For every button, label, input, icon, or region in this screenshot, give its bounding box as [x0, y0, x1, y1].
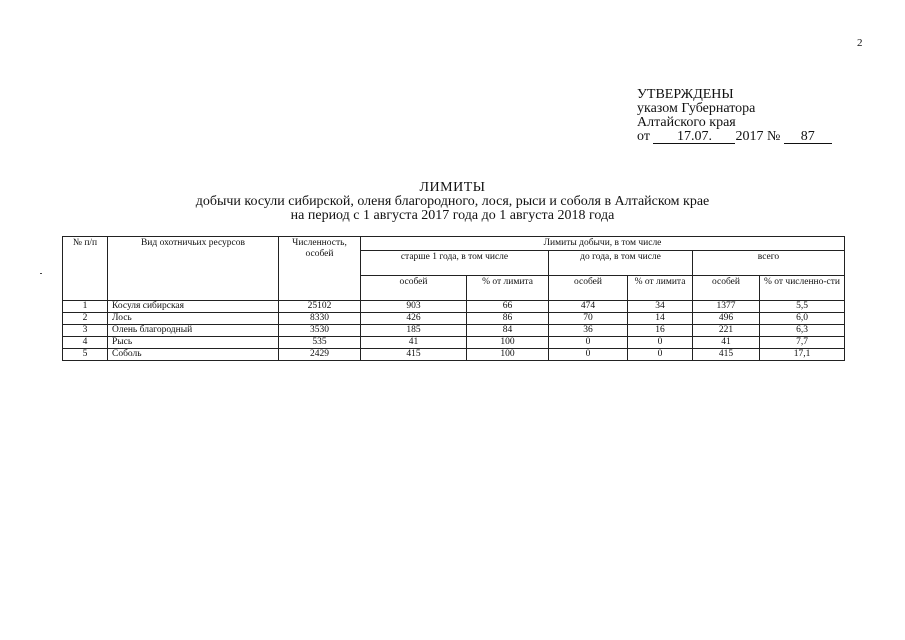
- header-young-pct-limit: % от лимита: [628, 276, 693, 301]
- page-number: 2: [857, 37, 863, 49]
- scan-artifact-dot: [40, 273, 42, 274]
- header-older: старше 1 года, в том числе: [361, 251, 549, 276]
- approval-region-line: Алтайского края: [637, 115, 736, 130]
- cell-older-pct: 100: [467, 349, 549, 361]
- year-label: 2017 №: [735, 129, 781, 144]
- cell-older-pct: 84: [467, 325, 549, 337]
- approval-decree-line: указом Губернатора: [637, 101, 756, 116]
- title-heading: ЛИМИТЫ: [419, 180, 486, 195]
- header-pct-population: % от численно-сти: [760, 276, 845, 301]
- table-row: [63, 301, 845, 313]
- cell-young-pct: 0: [628, 337, 693, 349]
- header-older-pct-limit: % от лимита: [467, 276, 549, 301]
- document-title: [0, 181, 905, 223]
- cell-total-individuals: 1377: [693, 301, 760, 313]
- from-label: от: [637, 129, 650, 144]
- header-younger: до года, в том числе: [549, 251, 693, 276]
- cell-species: Рысь: [108, 337, 279, 349]
- cell-young-pct: 16: [628, 325, 693, 337]
- title-period: на период с 1 августа 2017 года до 1 августа 2018 года: [290, 208, 615, 223]
- cell-young-individuals: 36: [549, 325, 628, 337]
- cell-older-individuals: 41: [361, 337, 467, 349]
- cell-num: 1: [63, 301, 108, 313]
- cell-young-pct: 0: [628, 349, 693, 361]
- cell-population: 8330: [279, 313, 361, 325]
- cell-young-individuals: 474: [549, 301, 628, 313]
- cell-older-pct: 100: [467, 337, 549, 349]
- cell-young-individuals: 70: [549, 313, 628, 325]
- cell-total-individuals: 415: [693, 349, 760, 361]
- cell-total-individuals: 41: [693, 337, 760, 349]
- header-total-individuals: особей: [693, 276, 760, 301]
- header-population: Численность, особей: [279, 237, 361, 301]
- cell-num: 3: [63, 325, 108, 337]
- approval-date-line: [637, 130, 832, 144]
- cell-total-pct: 6,3: [760, 325, 845, 337]
- cell-population: 535: [279, 337, 361, 349]
- cell-young-pct: 14: [628, 313, 693, 325]
- header-older-individuals: особей: [361, 276, 467, 301]
- title-subject: добычи косули сибирской, оленя благородного, лося, рыси и соболя в Алтайском крае: [195, 194, 710, 209]
- cell-num: 4: [63, 337, 108, 349]
- cell-older-pct: 66: [467, 301, 549, 313]
- cell-population: 3530: [279, 325, 361, 337]
- approval-date: 17.07.: [653, 130, 735, 144]
- approval-block: [637, 88, 832, 144]
- cell-population: 25102: [279, 301, 361, 313]
- cell-older-individuals: 903: [361, 301, 467, 313]
- approval-heading: УТВЕРЖДЕНЫ: [637, 87, 734, 102]
- header-total: всего: [693, 251, 845, 276]
- cell-species: Лось: [108, 313, 279, 325]
- cell-num: 2: [63, 313, 108, 325]
- cell-young-individuals: 0: [549, 349, 628, 361]
- cell-total-individuals: 496: [693, 313, 760, 325]
- cell-population: 2429: [279, 349, 361, 361]
- header-species: Вид охотничьих ресурсов: [108, 237, 279, 301]
- table-row: [63, 325, 845, 337]
- header-limits: Лимиты добычи, в том числе: [361, 237, 845, 251]
- header-num: № п/п: [63, 237, 108, 301]
- cell-total-pct: 17,1: [760, 349, 845, 361]
- table-row: [63, 337, 845, 349]
- limits-table: [62, 236, 845, 361]
- cell-young-individuals: 0: [549, 337, 628, 349]
- cell-older-individuals: 185: [361, 325, 467, 337]
- cell-total-pct: 6,0: [760, 313, 845, 325]
- cell-species: Косуля сибирская: [108, 301, 279, 313]
- cell-older-individuals: 415: [361, 349, 467, 361]
- cell-total-individuals: 221: [693, 325, 760, 337]
- table-row: [63, 313, 845, 325]
- cell-num: 5: [63, 349, 108, 361]
- cell-species: Олень благородный: [108, 325, 279, 337]
- cell-species: Соболь: [108, 349, 279, 361]
- table-row: [63, 349, 845, 361]
- cell-young-pct: 34: [628, 301, 693, 313]
- approval-number: 87: [784, 130, 832, 144]
- cell-older-individuals: 426: [361, 313, 467, 325]
- cell-older-pct: 86: [467, 313, 549, 325]
- cell-total-pct: 5,5: [760, 301, 845, 313]
- header-young-individuals: особей: [549, 276, 628, 301]
- cell-total-pct: 7,7: [760, 337, 845, 349]
